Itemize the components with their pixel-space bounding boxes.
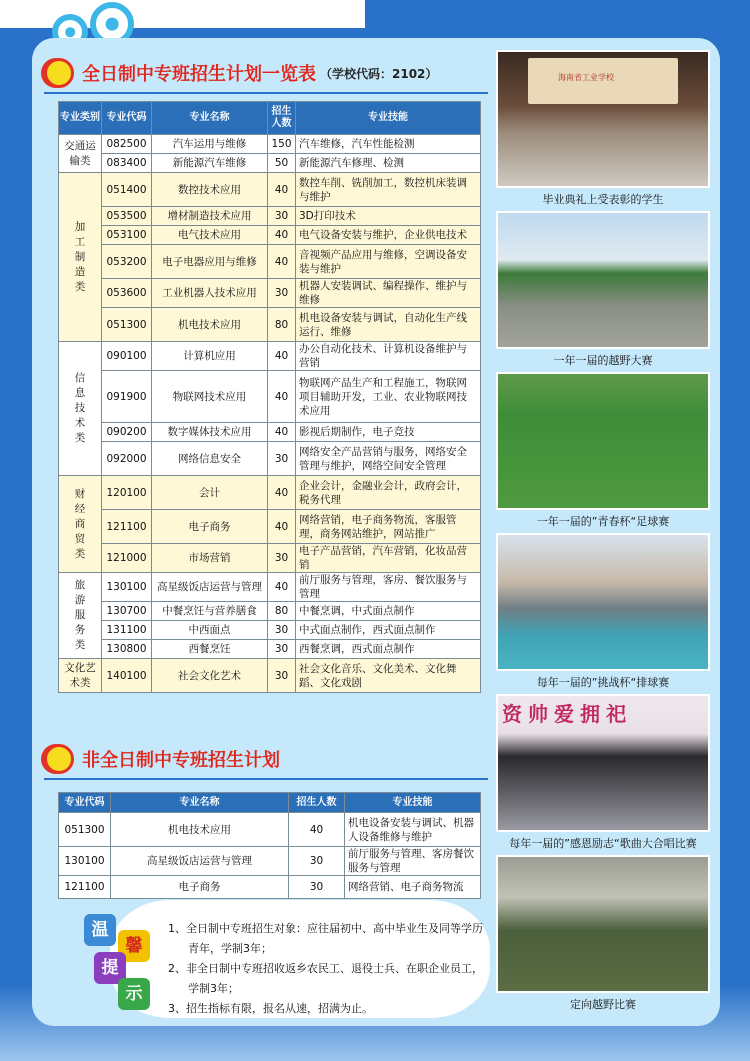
skills-cell: 音视频产品应用与维修，空调设备安装与维护	[296, 245, 481, 279]
name-cell: 增材制造技术应用	[152, 207, 268, 226]
count-cell: 30	[268, 279, 296, 308]
count-cell: 30	[289, 847, 345, 876]
code-cell: 120100	[102, 476, 152, 510]
photo-graduation	[496, 50, 710, 188]
name-cell: 物联网技术应用	[152, 371, 268, 423]
table-row	[59, 442, 481, 476]
tip-badge: 馨	[118, 930, 150, 962]
code-cell: 090200	[102, 423, 152, 442]
skills-cell: 3D打印技术	[296, 207, 481, 226]
title-underline	[44, 92, 488, 94]
photo-caption: 一年一届的”青春杯“足球赛	[536, 515, 670, 528]
code-cell: 051300	[102, 308, 152, 342]
school-code: （学校代码：2102）	[320, 66, 438, 81]
table-row	[59, 544, 481, 573]
code-cell: 053100	[102, 226, 152, 245]
table-row	[59, 813, 481, 847]
photo-caption: 每年一届的”挑战杯“排球赛	[536, 676, 670, 689]
skills-cell: 新能源汽车修理、检测	[296, 154, 481, 173]
code-cell: 121000	[102, 544, 152, 573]
code-cell: 053200	[102, 245, 152, 279]
skills-cell: 影视后期制作，电子竞技	[296, 423, 481, 442]
category-cell: 旅游服务类	[59, 573, 102, 659]
backdrop-sign: 海南省工业学校	[558, 73, 614, 82]
tips-list	[168, 919, 488, 1019]
table-row	[59, 342, 481, 371]
name-cell: 电子商务	[111, 876, 289, 899]
count-cell: 40	[268, 342, 296, 371]
tip-badge: 温	[84, 914, 116, 946]
code-cell: 130800	[102, 640, 152, 659]
skills-cell: 电气设备安装与维护，企业供电技术	[296, 226, 481, 245]
name-cell: 市场营销	[152, 544, 268, 573]
photo-caption: 每年一届的”感恩励志“歌曲大合唱比赛	[509, 837, 697, 850]
name-cell: 西餐烹饪	[152, 640, 268, 659]
bullet-icon	[44, 58, 74, 88]
skills-cell: 中式面点制作，西式面点制作	[296, 621, 481, 640]
table-row	[59, 573, 481, 602]
name-cell: 机电技术应用	[152, 308, 268, 342]
skills-cell: 数控车削、铣削加工，数控机床装调与维护	[296, 173, 481, 207]
name-cell: 高星级饭店运营与管理	[111, 847, 289, 876]
code-cell: 053500	[102, 207, 152, 226]
name-cell: 电气技术应用	[152, 226, 268, 245]
col-header-code: 专业代码	[102, 102, 152, 135]
table-row	[59, 876, 481, 899]
tip-item: 3、招生指标有限，报名从速，招满为止。	[168, 1002, 373, 1015]
table-row	[59, 847, 481, 876]
skills-cell: 机器人安装调试、编程操作、维护与维修	[296, 279, 481, 308]
photo-chorus	[496, 694, 710, 832]
category-cell: 信息技术类	[59, 342, 102, 476]
table-row	[59, 371, 481, 423]
count-cell: 40	[268, 173, 296, 207]
skills-cell: 中餐烹调，中式面点制作	[296, 602, 481, 621]
skills-cell: 网络营销、电子商务物流	[345, 876, 481, 899]
skills-cell: 前厅服务与管理，客房、餐饮服务与管理	[296, 573, 481, 602]
count-cell: 30	[268, 621, 296, 640]
code-cell: 121100	[102, 510, 152, 544]
code-cell: 082500	[102, 135, 152, 154]
skills-cell: 社会文化音乐、文化美术、文化舞蹈、文化戏剧	[296, 659, 481, 693]
count-cell: 30	[289, 876, 345, 899]
name-cell: 机电技术应用	[111, 813, 289, 847]
count-cell: 30	[268, 640, 296, 659]
name-cell: 电子电器应用与维修	[152, 245, 268, 279]
photo-caption: 毕业典礼上受表彰的学生	[542, 193, 664, 206]
code-cell: 083400	[102, 154, 152, 173]
name-cell: 会计	[152, 476, 268, 510]
table-row	[59, 308, 481, 342]
skills-cell: 机电设备安装与调试、机器人设备维修与维护	[345, 813, 481, 847]
fulltime-plan-table	[58, 101, 481, 693]
photo-cross-country	[496, 211, 710, 349]
table-row	[59, 135, 481, 154]
section-title-fulltime	[44, 58, 437, 88]
count-cell: 40	[268, 245, 296, 279]
skills-cell: 前厅服务与管理、客房餐饮服务与管理	[345, 847, 481, 876]
count-cell: 150	[268, 135, 296, 154]
photo-column	[496, 50, 710, 1016]
name-cell: 工业机器人技术应用	[152, 279, 268, 308]
category-cell: 加工制造类	[59, 173, 102, 342]
title-underline	[44, 778, 488, 780]
category-cell: 交通运输类	[59, 135, 102, 173]
parttime-plan-table	[58, 792, 481, 899]
skills-cell: 办公自动化技术、计算机设备维护与营销	[296, 342, 481, 371]
table-row	[59, 659, 481, 693]
count-cell: 50	[268, 154, 296, 173]
code-cell: 051400	[102, 173, 152, 207]
code-cell: 130700	[102, 602, 152, 621]
skills-cell: 网络安全产品营销与服务，网络安全管理与维护，网络空间安全管理	[296, 442, 481, 476]
tip-item: 1、全日制中专班招生对象：应往届初中、高中毕业生及同等学历青年，学制3年；	[168, 922, 483, 955]
bullet-icon	[44, 744, 74, 774]
count-cell: 40	[268, 371, 296, 423]
photo-caption: 定向越野比赛	[570, 998, 636, 1011]
col-header-count: 招生人数	[268, 102, 296, 135]
col-header-category: 专业类别	[59, 102, 102, 135]
table-row	[59, 602, 481, 621]
name-cell: 电子商务	[152, 510, 268, 544]
count-cell: 30	[268, 544, 296, 573]
name-cell: 新能源汽车维修	[152, 154, 268, 173]
name-cell: 数字媒体技术应用	[152, 423, 268, 442]
photo-caption: 一年一届的越野大赛	[553, 354, 653, 367]
name-cell: 汽车运用与维修	[152, 135, 268, 154]
skills-cell: 电子产品营销，汽车营销，化妆品营销	[296, 544, 481, 573]
photo-orienteering	[496, 855, 710, 993]
name-cell: 数控技术应用	[152, 173, 268, 207]
name-cell: 中西面点	[152, 621, 268, 640]
count-cell: 40	[268, 573, 296, 602]
name-cell: 高星级饭店运营与管理	[152, 573, 268, 602]
col-header-count: 招生人数	[289, 793, 345, 813]
table-row	[59, 476, 481, 510]
table-row	[59, 423, 481, 442]
photo-football	[496, 372, 710, 510]
count-cell: 40	[268, 226, 296, 245]
col-header-skills: 专业技能	[345, 793, 481, 813]
name-cell: 中餐烹饪与营养膳食	[152, 602, 268, 621]
code-cell: 091900	[102, 371, 152, 423]
col-header-name: 专业名称	[111, 793, 289, 813]
table-row	[59, 510, 481, 544]
count-cell: 30	[268, 207, 296, 226]
code-cell: 130100	[59, 847, 111, 876]
code-cell: 130100	[102, 573, 152, 602]
table-row	[59, 621, 481, 640]
tip-item: 2、非全日制中专班招收返乡农民工、退役士兵、在职企业员工，学制3年；	[168, 962, 483, 995]
count-cell: 30	[268, 442, 296, 476]
table-row	[59, 154, 481, 173]
code-cell: 090100	[102, 342, 152, 371]
count-cell: 80	[268, 602, 296, 621]
tip-badge: 提	[94, 952, 126, 984]
code-cell: 131100	[102, 621, 152, 640]
skills-cell: 网络营销，电子商务物流，客服管理，商务网站维护，网站推广	[296, 510, 481, 544]
count-cell: 80	[268, 308, 296, 342]
skills-cell: 西餐烹调，西式面点制作	[296, 640, 481, 659]
table-row	[59, 245, 481, 279]
section-title-text: 全日制中专班招生计划一览表	[82, 64, 316, 85]
code-cell: 121100	[59, 876, 111, 899]
count-cell: 40	[268, 476, 296, 510]
count-cell: 40	[268, 423, 296, 442]
category-cell: 财经商贸类	[59, 476, 102, 573]
skills-cell: 机电设备安装与调试，自动化生产线运行、维修	[296, 308, 481, 342]
col-header-code: 专业代码	[59, 793, 111, 813]
code-cell: 051300	[59, 813, 111, 847]
skills-cell: 汽车维修，汽车性能检测	[296, 135, 481, 154]
code-cell: 053600	[102, 279, 152, 308]
table-row	[59, 640, 481, 659]
skills-cell: 物联网产品生产和工程施工，物联网项目辅助开发，工业、农业物联网技术应用	[296, 371, 481, 423]
skills-cell: 企业会计，金融业会计，政府会计，税务代理	[296, 476, 481, 510]
name-cell: 网络信息安全	[152, 442, 268, 476]
count-cell: 40	[289, 813, 345, 847]
code-cell: 092000	[102, 442, 152, 476]
table-row	[59, 279, 481, 308]
tip-badge: 示	[118, 978, 150, 1010]
table-row	[59, 173, 481, 207]
col-header-name: 专业名称	[152, 102, 268, 135]
top-band-blue	[365, 0, 750, 28]
category-cell: 文化艺术类	[59, 659, 102, 693]
count-cell: 40	[268, 510, 296, 544]
section-title-parttime	[44, 744, 280, 774]
photo-volleyball	[496, 533, 710, 671]
count-cell: 30	[268, 659, 296, 693]
name-cell: 计算机应用	[152, 342, 268, 371]
code-cell: 140100	[102, 659, 152, 693]
col-header-skills: 专业技能	[296, 102, 481, 135]
name-cell: 社会文化艺术	[152, 659, 268, 693]
table-row	[59, 226, 481, 245]
table-row	[59, 207, 481, 226]
banner-text: 资帅爱拥祀	[502, 702, 632, 726]
section-title-text: 非全日制中专班招生计划	[82, 750, 280, 771]
